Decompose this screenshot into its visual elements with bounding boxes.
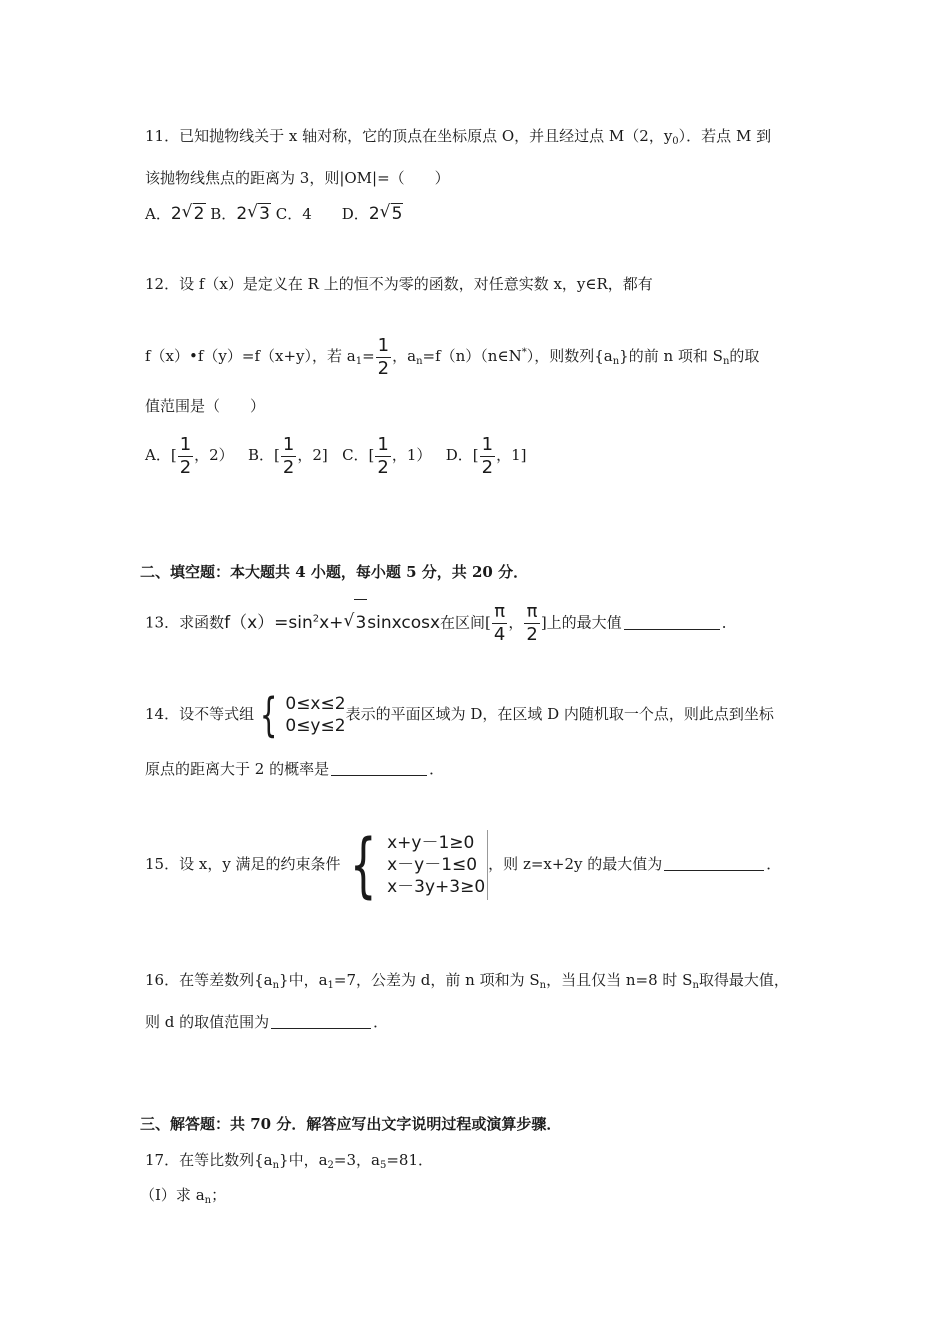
q12-line2: f（x）•f（y）=f（x+y），若 $a_1=$ $\frac{1}{2}$ ，$a_n=f(n)(n\in N^*)$，则数列$\{a_n\}$的前 n 项和 $S_n$的取 [145,334,760,379]
q11-line2: 该抛物线焦点的距离为 3，则|OM|=（ ） [145,169,450,187]
q16-line2: 则 d 的取值范围为 ． [145,1013,389,1031]
q11-options: A．2√ 2 B．2√ 3 C．4 D．2√ 5 [145,203,403,224]
option-d-value: 2√ 5 [369,204,404,224]
answer-blank[interactable] [624,615,720,630]
q17-line1: 17．在等比数列$\{a_n\}$中，$a_2=3$，$a_5=81$． [145,1151,433,1171]
constraint-system: { x+y－1≥0 x－y－1≤0 x－3y+3≥0 [341,830,489,900]
option-a-value: 2√ 2 [171,204,206,224]
answer-blank[interactable] [664,856,764,871]
q15-line: 15．设 x，y 满足的约束条件 { x+y－1≥0 x－y－1≤0 x－3y+3≥0 ，则 z=x+2y 的最大值为 ． [145,824,782,906]
answer-blank[interactable] [331,761,427,776]
q14-line2: 原点的距离大于 2 的概率是 ． [145,760,445,778]
q14-line1: 14．设不等式组 { 0≤x≤2 0≤y≤2 表示的平面区域为 D，在区域 D 内随机取一个点，则此点到坐标 [145,688,774,742]
option-b-value: 2√ 3 [236,204,271,224]
q17-part1: （Ⅰ）求 $a_n$； [140,1186,227,1206]
q13-line: 13．求函数$f(x)=\sin^2x+√$ 3sinxcosx在区间[ $\frac{\pi}{4}$ ， $\frac{\pi}{2}$ ]上的最大值 ． [145,596,737,646]
inequality-system: { 0≤x≤2 0≤y≤2 [259,688,346,742]
q12-options: A．[ $\frac{1}{2}$ ，2） B．[ $\frac{1}{2}$ ，2] C．[ $\frac{1}{2}$ ，1） D．[ $\frac{1}{2}$ ，1] [145,433,527,478]
section-2-heading: 二、填空题：本大题共 4 小题，每小题 5 分，共 20 分． [140,563,529,581]
answer-blank[interactable] [271,1014,371,1029]
q16-line1: 16．在等差数列$\{a_n\}$中，$a_1=7$，公差为 d，前 n 项和为 $S_n$，当且仅当 n=8 时 $S_n$取得最大值， [145,971,789,991]
fraction-one-half: $\frac{1}{2}$ [377,334,390,379]
function-expression: $f(x)=\sin^2x+√$ 3sinxcosx [224,613,440,633]
q12-line3: 值范围是（ ） [145,397,266,415]
section-3-heading: 三、解答题：共 70 分．解答应写出文字说明过程或演算步骤． [140,1115,562,1133]
q12-line1: 12．设 f（x）是定义在 R 上的恒不为零的函数，对任意实数 x，y∈R，都有 [145,275,653,293]
q11-line1: 11．已知抛物线关于 x 轴对称，它的顶点在坐标原点 O，并且经过点 M（2，$y_0$）．若点 M 到 [145,127,772,147]
